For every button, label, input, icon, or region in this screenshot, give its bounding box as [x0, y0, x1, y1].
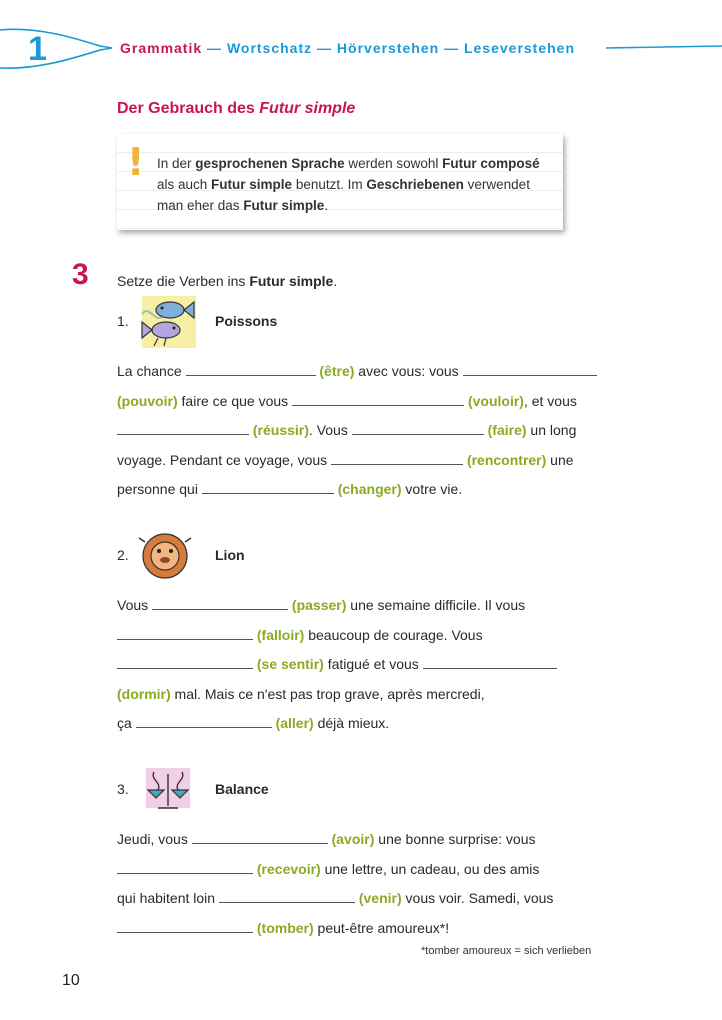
answer-blank[interactable]	[352, 420, 484, 435]
answer-blank[interactable]	[117, 859, 253, 874]
sentence-text: fatigué et vous	[323, 656, 423, 672]
note-bold-term: gesprochenen Sprache	[195, 156, 345, 171]
answer-blank[interactable]	[117, 420, 249, 435]
page-number: 10	[62, 972, 80, 989]
answer-blank[interactable]	[186, 361, 316, 376]
sentence-text: qui habitent loin	[117, 890, 219, 906]
note-text-segment: In der	[157, 156, 196, 171]
verb-hint: (être)	[319, 363, 355, 379]
part-title: Balance	[215, 781, 269, 797]
section-title-italic: Futur simple	[259, 100, 356, 117]
note-bold-term: Futur simple	[211, 177, 293, 192]
note-text-segment: als auch	[157, 177, 212, 192]
answer-blank[interactable]	[202, 479, 334, 494]
verb-hint: (se sentir)	[256, 656, 324, 672]
part-title: Poissons	[215, 313, 278, 329]
exercise-instruction	[117, 273, 337, 289]
answer-blank[interactable]	[117, 654, 253, 669]
sentence-text: une bonne surprise: vous	[374, 831, 536, 847]
exercise-line	[117, 361, 597, 381]
note-bold-term: Futur composé	[442, 156, 540, 171]
answer-blank[interactable]	[117, 918, 253, 933]
chapter-number: 1	[28, 30, 47, 68]
footnote: *tomber amoureux = sich verlieben	[421, 945, 592, 957]
verb-hint: (avoir)	[331, 831, 375, 847]
verb-hint: (rencontrer)	[466, 451, 547, 468]
note-line	[157, 174, 557, 195]
instruction-plain: Setze die Verben ins	[117, 273, 250, 289]
part-number: 2.	[117, 547, 129, 563]
exercise-line	[117, 450, 574, 470]
sentence-text: , et vous	[523, 392, 577, 409]
note-text-segment: verwendet	[463, 177, 530, 192]
answer-blank[interactable]	[117, 625, 253, 640]
exercise-line	[117, 654, 557, 674]
nav-separator: —	[317, 40, 333, 56]
sentence-text: faire ce que vous	[177, 392, 293, 409]
sentence-text: une semaine difficile. Il vous	[346, 597, 526, 613]
note-text	[157, 153, 557, 216]
exercise-line	[117, 888, 553, 908]
exclamation-icon: !	[127, 140, 145, 184]
instruction-end: .	[333, 273, 338, 289]
sentence-text: La chance	[117, 363, 186, 379]
note-bold-term: Futur simple	[243, 198, 325, 213]
sentence-text: vous voir. Samedi, vous	[401, 890, 554, 906]
sentence-text: mal. Mais ce n'est pas trop grave, après mercredi,	[170, 685, 485, 702]
note-line	[157, 195, 557, 216]
grammar-note	[117, 134, 563, 230]
answer-blank[interactable]	[292, 391, 464, 406]
verb-hint: (passer)	[291, 597, 347, 613]
exercise-line	[117, 420, 576, 440]
verb-hint: (aller)	[275, 715, 314, 731]
verb-hint: (falloir)	[256, 626, 305, 643]
part-title: Lion	[215, 547, 245, 563]
section-title-plain: Der Gebrauch des	[117, 100, 260, 117]
exercise-number: 3	[72, 258, 89, 291]
nav-hoerverstehen: Hörverstehen	[336, 40, 440, 56]
exercise-line	[117, 859, 539, 879]
exercise-line	[117, 684, 485, 704]
sentence-text: voyage. Pendant ce voyage, vous	[117, 451, 332, 468]
sentence-text: Jeudi, vous	[117, 831, 192, 847]
verb-hint: (recevoir)	[256, 860, 321, 877]
exercise-line	[117, 479, 462, 499]
nav-separator: —	[444, 40, 460, 56]
verb-hint: (changer)	[337, 481, 402, 497]
sentence-text: Vous	[117, 597, 153, 613]
nav-wortschatz: Wortschatz	[226, 40, 313, 56]
section-title	[117, 100, 355, 118]
verb-hint: (pouvoir)	[117, 392, 178, 409]
sentence-text: une	[546, 451, 574, 468]
answer-blank[interactable]	[331, 450, 463, 465]
verb-hint: (venir)	[358, 890, 402, 906]
note-bold-term: Geschriebenen	[366, 177, 464, 192]
exercise-line	[117, 713, 389, 733]
answer-blank[interactable]	[219, 888, 355, 903]
exercise-line	[117, 829, 536, 849]
sentence-text: un long	[526, 422, 577, 438]
sentence-text: votre vie.	[401, 481, 463, 497]
sentence-text: ça	[117, 715, 136, 731]
nav-grammatik: Grammatik	[120, 40, 203, 56]
part-number: 3.	[117, 781, 129, 797]
answer-blank[interactable]	[463, 361, 597, 376]
exercise-line	[117, 391, 577, 411]
answer-blank[interactable]	[423, 654, 557, 669]
note-text-segment: .	[324, 198, 329, 213]
exercise-line	[117, 595, 525, 615]
verb-hint: (réussir)	[252, 422, 309, 438]
scales-icon	[140, 764, 196, 812]
lion-icon	[135, 530, 195, 580]
verb-hint: (tomber)	[256, 919, 314, 936]
exercise-line	[117, 625, 483, 645]
instruction-bold: Futur simple	[249, 273, 334, 289]
exercise-line	[117, 918, 449, 938]
fish-icon	[140, 294, 198, 350]
note-text-segment: benutzt. Im	[292, 177, 367, 192]
note-text-segment: werden sowohl	[344, 156, 443, 171]
sentence-text: déjà mieux.	[313, 715, 390, 731]
sentence-text: peut-être amoureux*!	[313, 919, 450, 936]
sentence-text: beaucoup de courage. Vous	[304, 626, 483, 643]
sentence-text: personne qui	[117, 481, 202, 497]
answer-blank[interactable]	[192, 829, 328, 844]
answer-blank[interactable]	[152, 595, 288, 610]
header-nav	[120, 40, 575, 56]
note-text-segment: man eher das	[157, 198, 244, 213]
note-line	[157, 153, 557, 174]
nav-leseverstehen: Leseverstehen	[463, 40, 576, 56]
sentence-text: . Vous	[308, 422, 352, 438]
verb-hint: (vouloir)	[467, 392, 524, 409]
nav-separator: —	[207, 40, 223, 56]
answer-blank[interactable]	[136, 713, 272, 728]
verb-hint: (dormir)	[117, 685, 171, 702]
sentence-text: une lettre, un cadeau, ou des amis	[320, 860, 540, 877]
part-number: 1.	[117, 313, 129, 329]
verb-hint: (faire)	[487, 422, 527, 438]
sentence-text: avec vous: vous	[354, 363, 463, 379]
